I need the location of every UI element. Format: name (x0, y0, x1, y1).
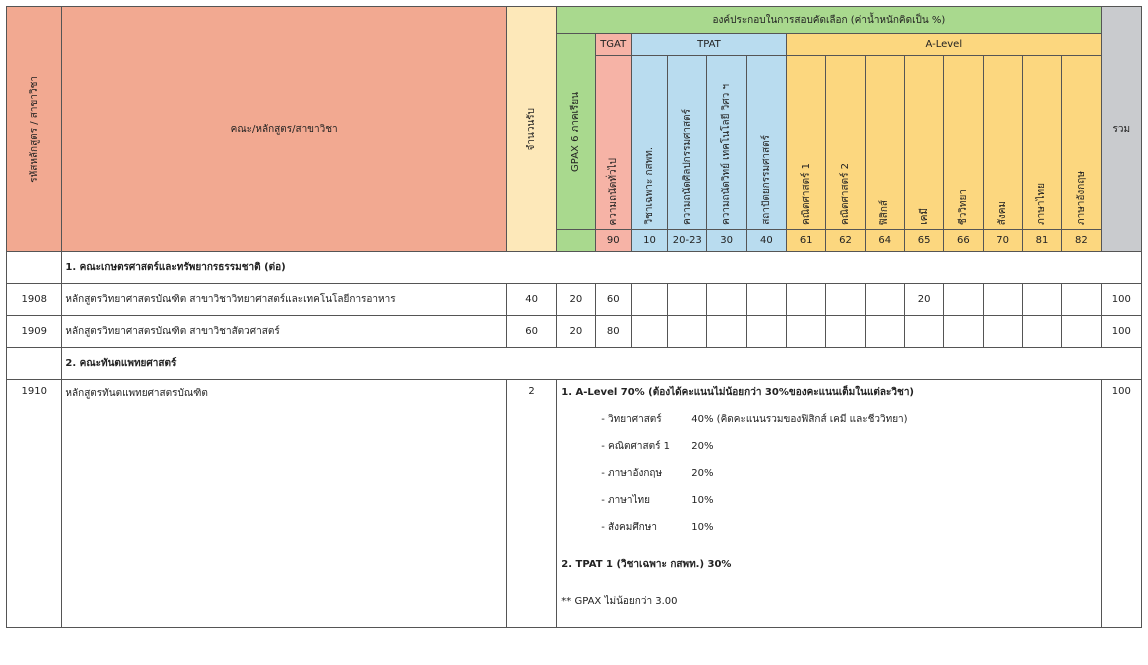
subject-code: 90 (595, 230, 631, 252)
header-seats (506, 7, 556, 252)
subject-label: คณิตศาสตร์ 1 (800, 163, 812, 225)
criteria-alevel: 1. A-Level 70% (ต้องได้คะแนนไม่น้อยกว่า 30%ของคะแนนเต็มในแต่ละวิชา) (561, 387, 915, 398)
row-cell (944, 316, 983, 348)
criteria-item (561, 413, 1096, 440)
row-cell (983, 284, 1022, 316)
admission-table (6, 6, 1142, 628)
row-cell (631, 316, 667, 348)
row-cell (668, 284, 707, 316)
header-tgat-group: TGAT (595, 34, 631, 56)
row-cell (1062, 284, 1101, 316)
row-tgat: 60 (595, 284, 631, 316)
row-program: หลักสูตรวิทยาศาสตรบัณฑิต สาขาวิชาสัตวศาสตร์ (62, 316, 506, 348)
row-gpax: 20 (557, 316, 595, 348)
subject-math1 (787, 56, 826, 230)
subject-label: ชีววิทยา (957, 188, 969, 225)
subject-code: 20-23 (668, 230, 707, 252)
subject-label: สังคม (997, 200, 1009, 225)
subject-code: 65 (904, 230, 943, 252)
subject-label: วิชาเฉพาะ กสพท. (643, 147, 655, 225)
table-row-dental (7, 380, 1142, 628)
row-cell (787, 284, 826, 316)
subject-code: 61 (787, 230, 826, 252)
row-seats: 60 (506, 316, 556, 348)
header-total: รวม (1101, 7, 1141, 252)
row-chem: 20 (904, 284, 943, 316)
subject-english (1062, 56, 1101, 230)
subject-thai (1022, 56, 1061, 230)
subject-label: สถาปัตยกรรมศาสตร์ (760, 135, 772, 225)
row-code: 1908 (7, 284, 62, 316)
subject-code: 70 (983, 230, 1022, 252)
subject-code: 81 (1022, 230, 1061, 252)
header-gpax-code (557, 230, 595, 252)
subject-tpat1 (631, 56, 667, 230)
dental-criteria (557, 380, 1101, 628)
row-cell (826, 316, 865, 348)
subject-code: 10 (631, 230, 667, 252)
header-tpat-group: TPAT (631, 34, 786, 56)
row-cell (1022, 284, 1061, 316)
header-program: คณะ/หลักสูตร/สาขาวิชา (62, 7, 506, 252)
subject-social (983, 56, 1022, 230)
criteria-item-pct: 20% (691, 468, 714, 479)
subject-code: 66 (944, 230, 983, 252)
row-seats: 2 (506, 380, 556, 628)
criteria-item (561, 467, 1096, 494)
subject-code: 30 (707, 230, 746, 252)
subject-code: 40 (746, 230, 786, 252)
section-code-cell (7, 348, 62, 380)
row-cell (787, 316, 826, 348)
header-alevel-group: A-Level (787, 34, 1102, 56)
row-cell (944, 284, 983, 316)
subject-label: ความถนัดศิลปกรรมศาสตร์ (681, 108, 693, 225)
subject-tpat2 (668, 56, 707, 230)
section-row (7, 348, 1142, 380)
header-components-title: องค์ประกอบในการสอบคัดเลือก (ค่าน้ำหนักคิดเป็น %) (557, 7, 1101, 34)
row-cell (631, 284, 667, 316)
header-gpax (557, 34, 595, 230)
criteria-item-name: - สังคมศึกษา (601, 522, 657, 533)
row-cell (707, 316, 746, 348)
row-cell (983, 316, 1022, 348)
criteria-gpax (561, 595, 1096, 622)
row-code: 1909 (7, 316, 62, 348)
row-cell (826, 284, 865, 316)
spacer (561, 585, 1096, 595)
row-total: 100 (1101, 380, 1141, 628)
criteria-item-pct: 40% (คิดคะแนนรวมของฟิสิกส์ เคมี และชีววิทยา) (691, 414, 908, 425)
section-label: 1. คณะเกษตรศาสตร์และทรัพยากรธรรมชาติ (ต่อ) (62, 252, 1142, 284)
criteria-item-pct: 10% (691, 495, 714, 506)
row-gpax: 20 (557, 284, 595, 316)
criteria-item-pct: 20% (691, 441, 714, 452)
row-cell (746, 284, 786, 316)
row-program: หลักสูตรทันตแพทยศาสตรบัณฑิต (62, 380, 506, 628)
criteria-item-name: - ภาษาไทย (601, 495, 650, 506)
row-total: 100 (1101, 316, 1141, 348)
row-cell (1022, 316, 1061, 348)
row-total: 100 (1101, 284, 1141, 316)
spacer (561, 548, 1096, 558)
subject-math2 (826, 56, 865, 230)
section-row (7, 252, 1142, 284)
row-cell (707, 284, 746, 316)
table-row (7, 284, 1142, 316)
header-code (7, 7, 62, 252)
subject-label: ความถนัดทั่วไป (607, 157, 619, 225)
criteria-item (561, 440, 1096, 467)
header-gpax-label: GPAX 6 ภาคเรียน (570, 91, 582, 172)
criteria-tpat: 2. TPAT 1 (วิชาเฉพาะ กสพท.) 30% (561, 559, 732, 570)
row-seats: 40 (506, 284, 556, 316)
subject-label: เคมี (918, 208, 930, 225)
subject-tgat (595, 56, 631, 230)
criteria-item-pct: 10% (691, 522, 714, 533)
criteria-item-name: - ภาษาอังกฤษ (601, 468, 663, 479)
criteria-item (561, 521, 1096, 548)
header-code-label: รหัสหลักสูตร / สาขาวิชา (28, 75, 40, 183)
criteria-item-name: - วิทยาศาสตร์ (601, 414, 662, 425)
subject-label: ภาษาไทย (1036, 183, 1048, 225)
subject-code: 82 (1062, 230, 1101, 252)
row-cell (865, 316, 904, 348)
subject-label: ภาษาอังกฤษ (1075, 170, 1087, 225)
row-cell (668, 316, 707, 348)
subject-code: 62 (826, 230, 865, 252)
table-row (7, 316, 1142, 348)
row-cell (865, 284, 904, 316)
row-code: 1910 (7, 380, 62, 628)
subject-label: ฟิสิกส์ (879, 199, 891, 225)
subject-code: 64 (865, 230, 904, 252)
row-cell (1062, 316, 1101, 348)
criteria-gpax-text: ** GPAX ไม่น้อยกว่า 3.00 (561, 596, 678, 607)
subject-label: ความถนัดวิทย์ เทคโนโลยี วิศว ฯ (721, 84, 733, 225)
row-tgat: 80 (595, 316, 631, 348)
criteria-item (561, 494, 1096, 521)
header-seats-label: จำนวนรับ (526, 107, 538, 151)
subject-biology (944, 56, 983, 230)
subject-tpat3 (707, 56, 746, 230)
subject-chemistry (904, 56, 943, 230)
subject-tpat4 (746, 56, 786, 230)
row-cell (904, 316, 943, 348)
subject-physics (865, 56, 904, 230)
section-code-cell (7, 252, 62, 284)
section-label: 2. คณะทันตแพทยศาสตร์ (62, 348, 1142, 380)
criteria-item-name: - คณิตศาสตร์ 1 (601, 441, 670, 452)
row-program: หลักสูตรวิทยาศาสตรบัณฑิต สาขาวิชาวิทยาศาสตร์และเทคโนโลยีการอาหาร (62, 284, 506, 316)
subject-label: คณิตศาสตร์ 2 (839, 163, 851, 225)
row-cell (746, 316, 786, 348)
